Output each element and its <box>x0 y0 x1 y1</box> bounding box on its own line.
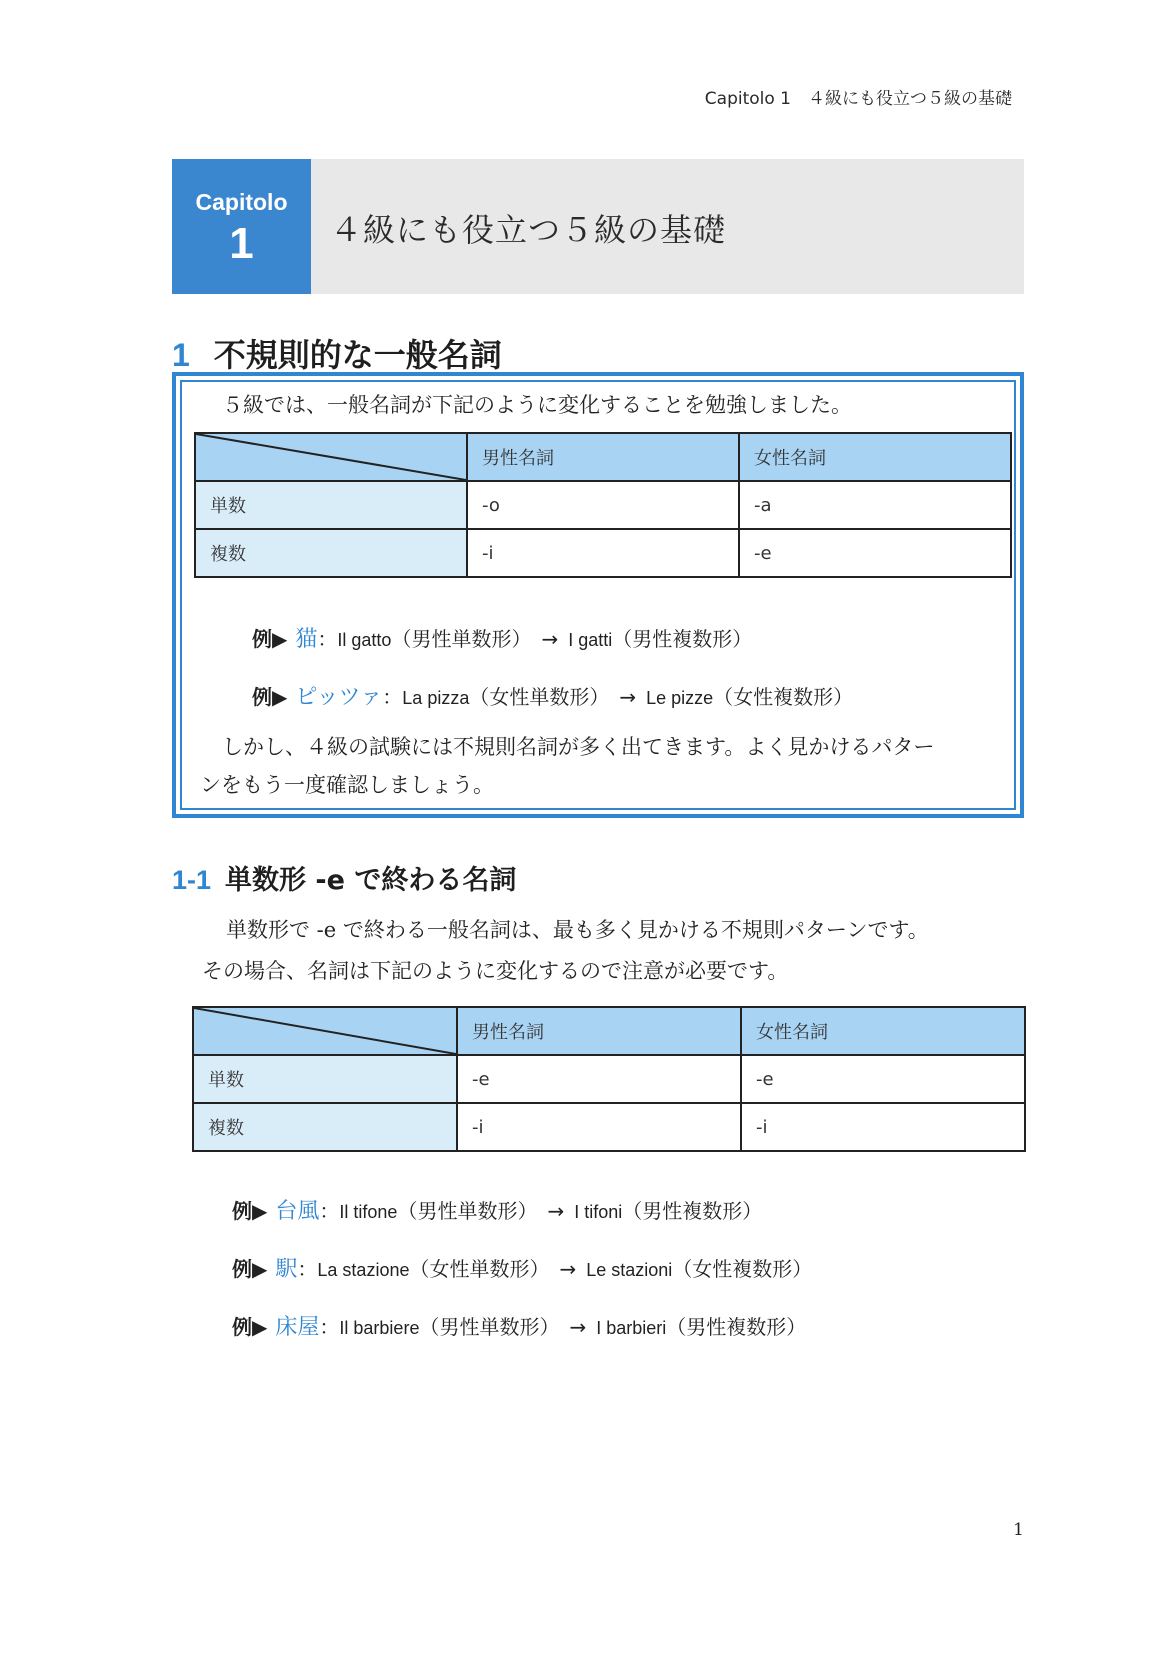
example-line <box>252 622 752 653</box>
example-plural-note: （男性複数形） <box>622 1199 763 1223</box>
arrow-icon: → <box>619 685 637 709</box>
page-number: 1 <box>1013 1520 1024 1540</box>
example-separator: ： <box>382 685 403 709</box>
table-header-row <box>193 1007 1025 1055</box>
diagonal-divider <box>194 1008 456 1054</box>
example-singular-note: （男性単数形） <box>391 627 532 651</box>
table-col-header: 男性名詞 <box>457 1007 741 1055</box>
table-row-header: 複数 <box>193 1103 457 1151</box>
example-word: 床屋 <box>275 1315 320 1340</box>
example-marker: 例▶ <box>232 1315 268 1339</box>
closing-text-line-2: ンをもう一度確認しましょう。 <box>200 773 494 797</box>
example-singular: Il barbiere <box>339 1318 420 1338</box>
table-cell: -e <box>457 1055 741 1103</box>
example-separator: ： <box>319 1315 340 1339</box>
table-cell: -i <box>741 1103 1025 1151</box>
example-line <box>232 1310 806 1341</box>
chapter-banner <box>172 159 1024 294</box>
example-word: 猫 <box>295 627 318 652</box>
example-plural: I tifoni <box>574 1202 623 1222</box>
example-plural: Le stazioni <box>586 1260 673 1280</box>
example-line <box>252 680 853 711</box>
table-col-header: 女性名詞 <box>739 433 1011 481</box>
example-plural-note: （男性複数形） <box>666 1315 807 1339</box>
arrow-icon: → <box>569 1315 587 1339</box>
arrow-icon: → <box>541 627 559 651</box>
example-line <box>232 1194 762 1225</box>
table-corner-cell <box>193 1007 457 1055</box>
subsection-number: 1-1 <box>172 865 212 895</box>
example-marker: 例▶ <box>252 627 288 651</box>
subsection-table <box>192 1006 1026 1152</box>
table-cell: -e <box>739 529 1011 577</box>
arrow-icon: → <box>547 1199 565 1223</box>
table-col-header: 女性名詞 <box>741 1007 1025 1055</box>
intro-table <box>194 432 1012 578</box>
table-row <box>195 529 1011 577</box>
subsection-title: 単数形 -e で終わる名詞 <box>225 865 517 896</box>
example-plural-note: （女性複数形） <box>672 1257 813 1281</box>
section-number: 1 <box>172 337 190 373</box>
arrow-icon: → <box>559 1257 577 1281</box>
example-singular-note: （女性単数形） <box>469 685 610 709</box>
example-marker: 例▶ <box>232 1199 268 1223</box>
intro-box-inner-border <box>180 380 1016 810</box>
example-marker: 例▶ <box>232 1257 268 1281</box>
example-separator: ： <box>317 627 338 651</box>
section-title: 不規則的な一般名詞 <box>213 336 502 374</box>
example-separator: ： <box>319 1199 340 1223</box>
table-cell: -i <box>467 529 739 577</box>
table-cell: -e <box>741 1055 1025 1103</box>
table-header-row <box>195 433 1011 481</box>
table-corner-cell <box>195 433 467 481</box>
intro-box <box>172 372 1024 818</box>
running-header: Capitolo 1 ４級にも役立つ５級の基礎 <box>704 89 1012 109</box>
example-plural: I barbieri <box>596 1318 667 1338</box>
chapter-badge <box>172 159 311 294</box>
subsection-text-line-1: 単数形で -e で終わる一般名詞は、最も多く見かける不規則パターンです。 <box>226 918 929 942</box>
table-row-header: 複数 <box>195 529 467 577</box>
example-word: ピッツァ <box>295 685 383 710</box>
example-word: 駅 <box>275 1257 298 1282</box>
example-separator: ： <box>297 1257 318 1281</box>
example-singular: La stazione <box>317 1260 410 1280</box>
diagonal-divider <box>196 434 466 480</box>
table-row <box>193 1055 1025 1103</box>
subsection-text <box>202 910 1032 992</box>
section-heading <box>172 330 502 376</box>
table-cell: -o <box>467 481 739 529</box>
example-marker: 例▶ <box>252 685 288 709</box>
table-row <box>195 481 1011 529</box>
example-plural: I gatti <box>568 630 613 650</box>
table-cell: -a <box>739 481 1011 529</box>
example-singular-note: （男性単数形） <box>419 1315 560 1339</box>
example-plural-note: （男性複数形） <box>612 627 753 651</box>
table-col-header: 男性名詞 <box>467 433 739 481</box>
example-word: 台風 <box>275 1199 320 1224</box>
intro-text: ５級では、一般名詞が下記のように変化することを勉強しました。 <box>222 393 852 417</box>
chapter-label: Capitolo <box>195 189 288 215</box>
table-row-header: 単数 <box>195 481 467 529</box>
subsection-text-line-2: その場合、名詞は下記のように変化するので注意が必要です。 <box>202 959 789 983</box>
example-plural-note: （女性複数形） <box>713 685 854 709</box>
example-singular-note: （女性単数形） <box>409 1257 550 1281</box>
chapter-title: ４級にも役立つ５級の基礎 <box>330 211 727 249</box>
chapter-number: 1 <box>229 219 254 268</box>
closing-text-line-1: しかし、４級の試験には不規則名詞が多く出てきます。よく見かけるパター <box>222 735 935 759</box>
example-line <box>232 1252 812 1283</box>
table-row <box>193 1103 1025 1151</box>
table-cell: -i <box>457 1103 741 1151</box>
subsection-heading <box>172 858 516 897</box>
example-singular: Il gatto <box>337 630 392 650</box>
example-singular-note: （男性単数形） <box>397 1199 538 1223</box>
example-singular: La pizza <box>402 688 470 708</box>
example-singular: Il tifone <box>339 1202 398 1222</box>
example-plural: Le pizze <box>646 688 714 708</box>
table-row-header: 単数 <box>193 1055 457 1103</box>
